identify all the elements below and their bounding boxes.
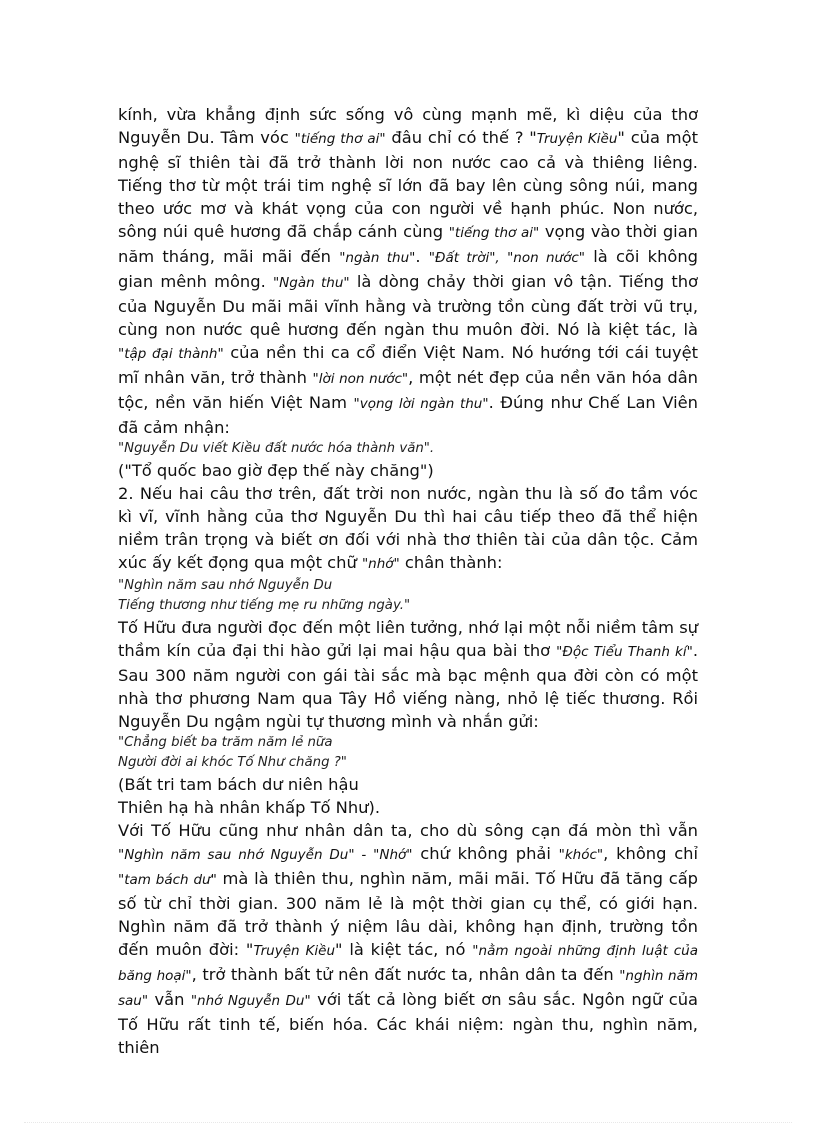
text-run: . — [415, 247, 429, 266]
text-run: 2. Nếu hai câu thơ trên, đất trời non nước, ngàn thu là số đo tầm vóc kì vĩ, vĩnh hằng của thơ Nguyễn Du thì hai câu tiếp theo đã thể hiện niềm trân trọng và biết ơn đối với nhà thơ thiên tài của dân tộc. Cảm xúc ấy kết đọng qua một chữ — [118, 484, 698, 572]
text-run: " là kiệt tác, nó — [335, 940, 473, 959]
italic-citation: "tập đại thành" — [118, 346, 224, 362]
italic-citation: "Nghìn năm sau nhớ Nguyễn Du" - "Nhớ" — [118, 847, 413, 863]
italic-citation: "ngàn thu" — [339, 250, 416, 266]
text-run: . Sau 300 năm người con gái tài sắc mà bạc mệnh qua đời còn có một nhà thơ phương Nam qua Tây Hồ viếng nàng, nhỏ lệ tiếc thương. Rồi Nguyễn Du ngậm ngùi tự thương mình và nhắn gửi: — [118, 641, 698, 731]
italic-citation: "khóc" — [558, 847, 604, 863]
paragraph — [118, 796, 698, 819]
text-run: đâu chỉ có thế ? " — [385, 128, 537, 147]
text-run: kính, vừa khẳng định sức sống vô cùng mạnh mẽ, kì diệu của thơ Nguyễn Du. Tâm vóc — [118, 105, 698, 147]
text-run: chứ không phải — [412, 844, 559, 863]
paragraph — [118, 773, 698, 796]
text-run: , không chỉ — [603, 844, 698, 863]
italic-citation: Truyện Kiều — [253, 943, 336, 959]
text-run: Thiên hạ hà nhân khấp Tố Như). — [118, 798, 381, 817]
text-run: vọng vào thời gian năm tháng, mãi mãi đến — [118, 222, 699, 266]
italic-citation: "nhớ Nguyễn Du" — [190, 993, 311, 1009]
text-run: , một nét đẹp của nền văn hóa dân tộc, nền văn hiến Việt Nam — [118, 368, 698, 412]
quote-line: "Nghìn năm sau nhớ Nguyễn Du — [118, 578, 333, 593]
text-run: của nền thi ca cổ điển Việt Nam. Nó hướng tới cái tuyệt mĩ nhân văn, trở thành — [118, 343, 698, 387]
text-run: vẫn — [148, 990, 191, 1009]
text-run: , trở thành bất tử nên đất nước ta, nhân dân ta đến — [191, 965, 620, 984]
text-run: Tố Hữu đưa người đọc đến một liên tưởng, nhớ lại một nỗi niềm tâm sự thầm kín của đại thi hào gửi lại mai hậu qua bài thơ — [118, 618, 698, 660]
italic-citation: "lời non nước" — [312, 371, 409, 387]
italic-citation: Truyện Kiều — [536, 131, 618, 147]
paragraph — [118, 459, 698, 482]
quote-line: Người đời ai khóc Tố Như chăng ?" — [118, 755, 347, 770]
text-run: với tất cả lòng biết ơn sâu sắc. Ngôn ngữ của Tố Hữu rất tinh tế, biến hóa. Các khái niệm: ngàn thu, nghìn năm, thiên — [118, 990, 698, 1057]
text-run: (Bất tri tam bách dư niên hậu — [118, 775, 359, 794]
italic-citation: "Độc Tiểu Thanh kí" — [556, 644, 693, 660]
text-run: là dòng chảy thời gian vô tận. Tiếng thơ của Nguyễn Du mãi mãi vĩnh hằng và trường tồn cùng đất trời vũ trụ, cùng non nước quê hương đến ngàn thu muôn đời. Nó là kiệt tác, là — [118, 272, 698, 339]
text-run: chân thành: — [399, 553, 503, 572]
paragraph — [118, 819, 698, 1059]
italic-citation: "nằm ngoài những định luật của băng hoại" — [118, 943, 698, 984]
italic-citation: "nhớ" — [361, 556, 400, 572]
italic-citation: "nghìn năm sau" — [118, 968, 699, 1009]
italic-citation: "vọng lời ngàn thu" — [353, 396, 489, 412]
text-run: " của một nghệ sĩ thiên tài đã trở thành lời non nước cao cả và thiêng liêng. Tiếng thơ từ một trái tim nghệ sĩ lớn đã bay lên cùng sông núi, mang theo ước mơ và khát vọng của con người về hạnh phúc. Non nước, sông núi quê hương đã chắp cánh cùng — [118, 128, 698, 241]
text-run: là cõi không gian mênh mông. — [118, 247, 699, 291]
quote-line: "Nguyễn Du viết Kiều đất nước hóa thành văn". — [118, 441, 435, 456]
text-run: mà là thiên thu, nghìn năm, mãi mãi. Tố Hữu đã tăng cấp số từ chỉ thời gian. 300 năm lẻ là một thời gian cụ thể, có giới hạn. Nghìn năm đã trở thành ý niệm lâu dài, không hạn định, trường tồn đến muôn đời: " — [118, 869, 699, 959]
italic-citation: "tiếng thơ ai" — [294, 131, 386, 147]
text-run: . Đúng như Chế Lan Viên đã cảm nhận: — [118, 393, 698, 437]
quote-line: "Chẳng biết ba trăm năm lẻ nữa — [118, 735, 333, 750]
quote-line: Tiếng thương như tiếng mẹ ru những ngày." — [118, 598, 411, 613]
paragraph — [118, 103, 698, 439]
italic-citation: "tiếng thơ ai" — [448, 225, 540, 241]
text-run: ("Tổ quốc bao giờ đẹp thế này chăng") — [118, 461, 434, 480]
document-body — [118, 103, 698, 1059]
paragraph — [118, 616, 698, 733]
paragraph — [118, 482, 698, 576]
italic-citation: "Đất trời", "non nước" — [428, 250, 586, 266]
italic-citation: "tam bách dư" — [118, 872, 217, 888]
italic-citation: "Ngàn thu" — [272, 275, 350, 291]
text-run: Với Tố Hữu cũng như nhân dân ta, cho dù sông cạn đá mòn thì vẫn — [118, 821, 698, 840]
